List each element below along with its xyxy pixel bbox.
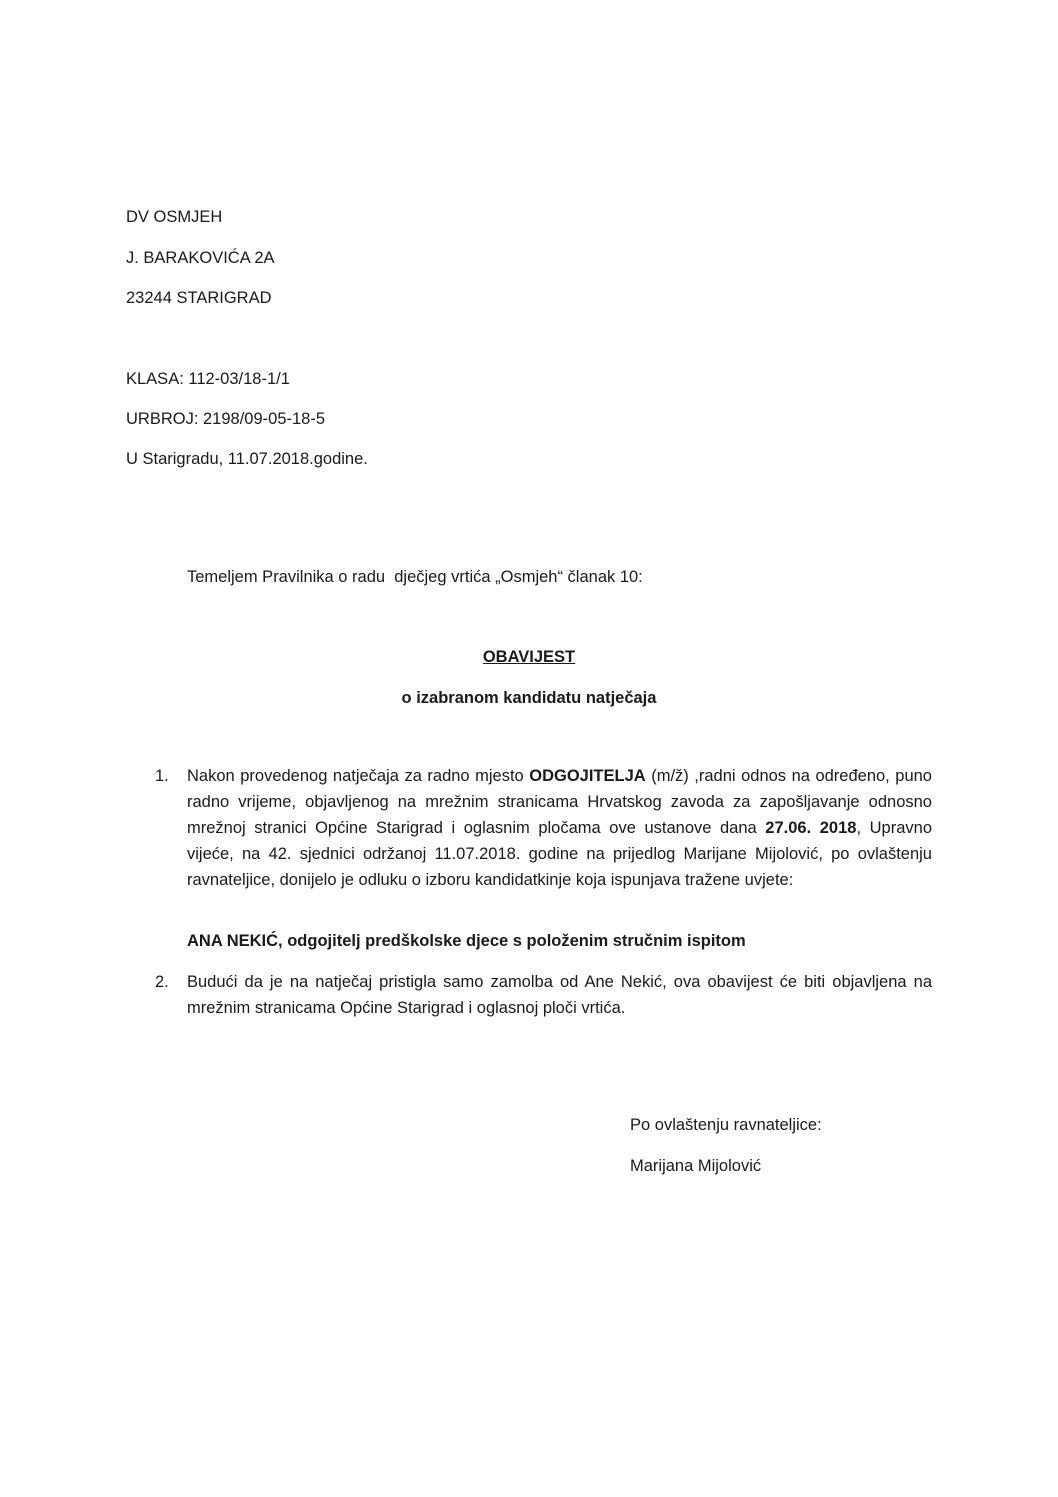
list-number-2: 2. [155, 973, 169, 991]
klasa-reference: KLASA: 112-03/18-1/1 [126, 370, 290, 388]
document-title: OBAVIJEST [482, 648, 576, 666]
item-1-date: 27.06. 2018 [765, 819, 857, 837]
signature-name: Marijana Mijolović [630, 1157, 762, 1175]
place-date: U Starigradu, 11.07.2018.godine. [126, 450, 368, 468]
item-1-text-end: , Upravno vijeće, na 42. sjednici održanoj 11.07.2018. godine na prijedlog Marijane Mijolović, po ovlaštenju ravnateljice, donijelo je odluku o izboru kandidatkinje koja ispunjava tražene uvjete: [187, 819, 932, 889]
document-subtitle: o izabranom kandidatu natječaja [401, 689, 657, 707]
sender-city: 23244 STARIGRAD [126, 289, 272, 307]
list-item-2: Budući da je na natječaj pristigla samo zamolba od Ane Nekić, ova obavijest će biti objavljena na mrežnim stranicama Općine Starigrad i oglasnoj ploči vrtića. [187, 973, 932, 1017]
list-item-1 [187, 763, 932, 893]
selected-candidate: ANA NEKIĆ, odgojitelj predškolske djece s položenim stručnim ispitom [187, 932, 746, 950]
item-1-text-start: Nakon provedenog natječaja za radno mjesto [187, 767, 530, 785]
intro-text: Temeljem Pravilnika o radu dječjeg vrtića „Osmjeh“ članak 10: [187, 568, 643, 586]
signature-label: Po ovlaštenju ravnateljice: [630, 1116, 822, 1134]
urbroj-reference: URBROJ: 2198/09-05-18-5 [126, 410, 326, 428]
sender-name: DV OSMJEH [126, 208, 223, 226]
item-1-text-mid: (m/ž) ,radni odnos na određeno, puno radno vrijeme, objavljenog na mrežnim stranicama Hrvatskog zavoda za zapošljavanje odnosno mrežnoj stranici Općine Starigrad i oglasnim pločama ove ustanove dana [187, 767, 932, 837]
sender-street: J. BARAKOVIĆA 2A [126, 249, 275, 267]
list-number-1: 1. [155, 767, 169, 785]
item-1-position: ODGOJITELJA [529, 767, 646, 785]
